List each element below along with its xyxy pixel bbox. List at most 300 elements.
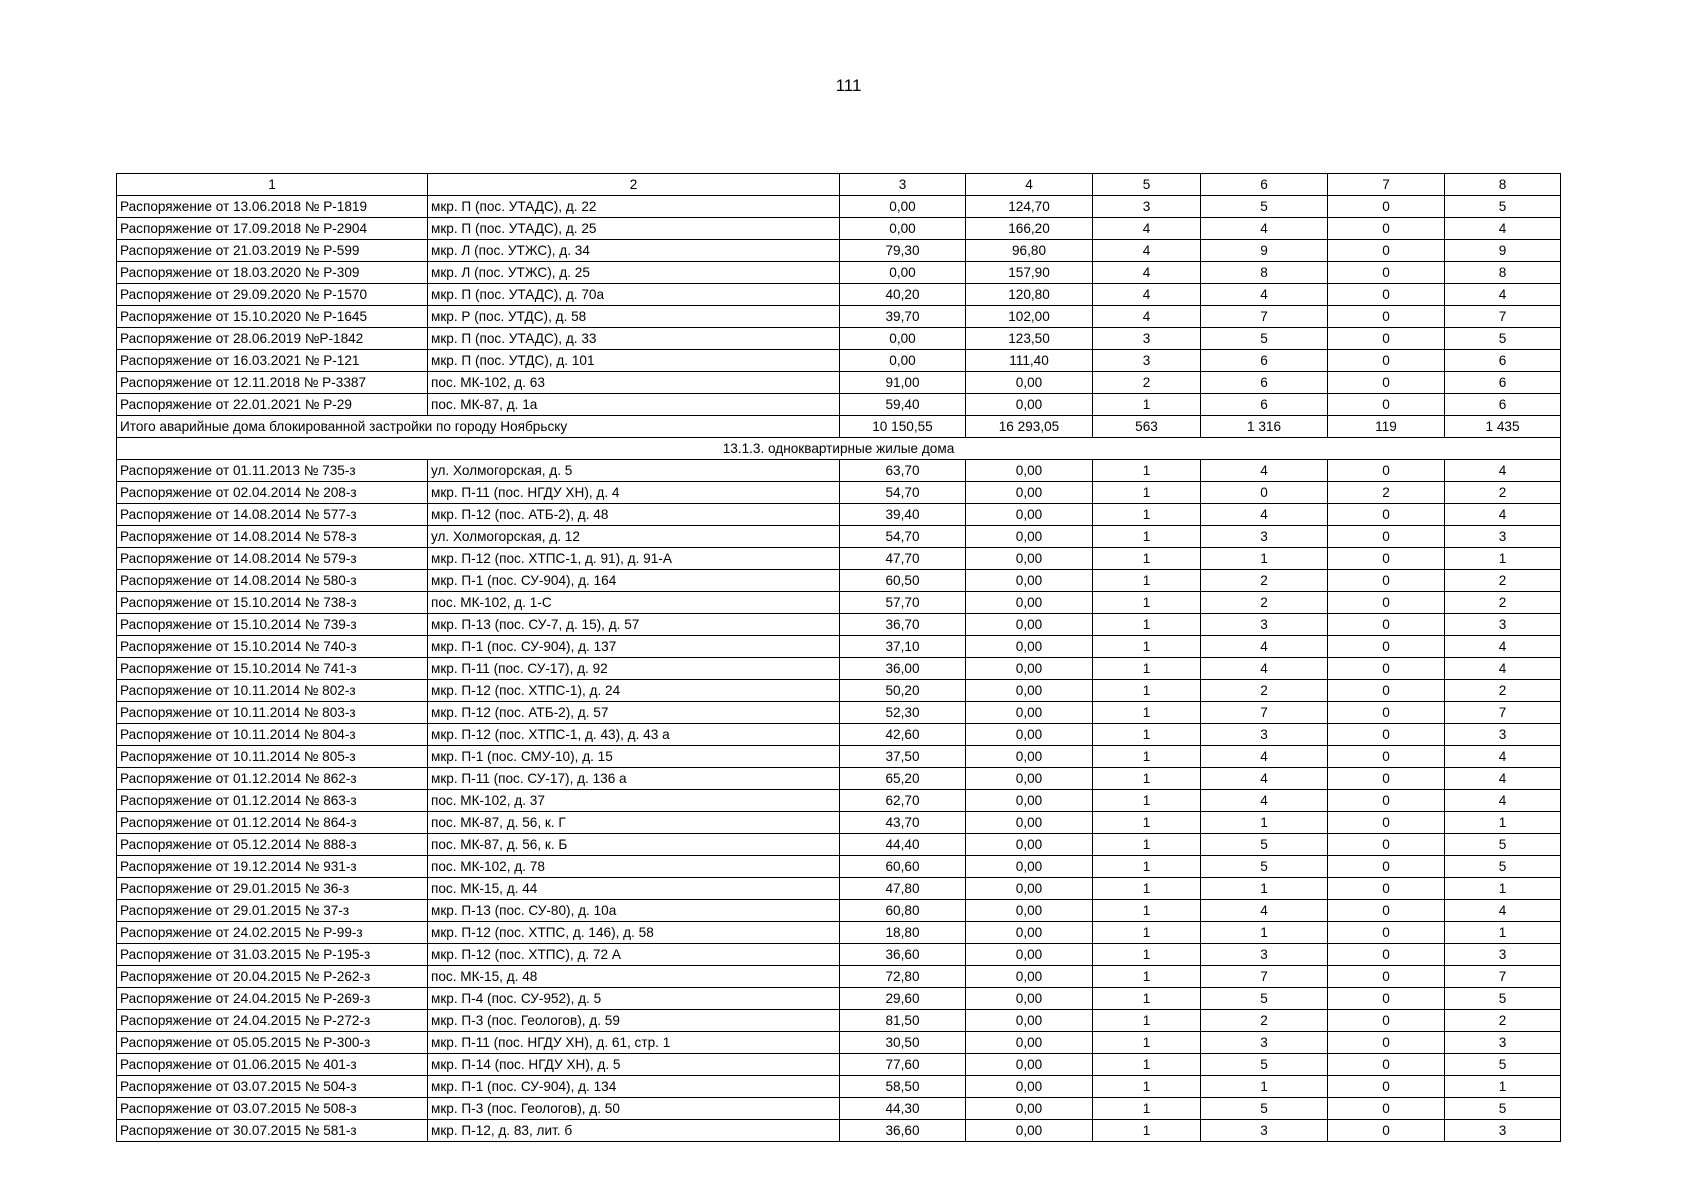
count-cell: 4 [1201,504,1328,526]
table-row [117,900,1561,922]
table-row [117,658,1561,680]
count-cell: 7 [1445,306,1561,328]
count-cell: 1 [1445,548,1561,570]
address-cell: пос. МК-102, д. 63 [428,372,840,394]
table-row [117,504,1561,526]
area-cell: 0,00 [966,856,1093,878]
address-cell: пос. МК-102, д. 78 [428,856,840,878]
area-cell: 54,70 [840,482,966,504]
count-cell: 0 [1328,284,1445,306]
address-cell: мкр. П (пос. УТАДС), д. 33 [428,328,840,350]
address-cell: мкр. П-11 (пос. СУ-17), д. 136 а [428,768,840,790]
area-cell: 0,00 [966,636,1093,658]
total-value-cell: 16 293,05 [966,416,1093,438]
order-cell: Распоряжение от 17.09.2018 № Р-2904 [117,218,428,240]
address-cell: ул. Холмогорская, д. 12 [428,526,840,548]
area-cell: 36,00 [840,658,966,680]
count-cell: 8 [1201,262,1328,284]
count-cell: 0 [1328,878,1445,900]
count-cell: 0 [1201,482,1328,504]
total-value-cell: 1 316 [1201,416,1328,438]
count-cell: 0 [1328,746,1445,768]
count-cell: 4 [1445,658,1561,680]
table-row [117,592,1561,614]
area-cell: 166,20 [966,218,1093,240]
area-cell: 54,70 [840,526,966,548]
table-row [117,196,1561,218]
area-cell: 0,00 [966,922,1093,944]
count-cell: 1 [1093,900,1201,922]
count-cell: 0 [1328,218,1445,240]
table-row [117,636,1561,658]
address-cell: мкр. П (пос. УТДС), д. 101 [428,350,840,372]
count-cell: 2 [1445,1010,1561,1032]
address-cell: мкр. П-11 (пос. НГДУ ХН), д. 4 [428,482,840,504]
count-cell: 2 [1445,592,1561,614]
order-cell: Распоряжение от 03.07.2015 № 504-з [117,1076,428,1098]
table-row [117,768,1561,790]
count-cell: 1 [1093,504,1201,526]
count-cell: 2 [1201,592,1328,614]
area-cell: 0,00 [966,1076,1093,1098]
count-cell: 3 [1445,526,1561,548]
count-cell: 3 [1201,1032,1328,1054]
table-row [117,724,1561,746]
total-value-cell: 563 [1093,416,1201,438]
count-cell: 6 [1445,394,1561,416]
order-cell: Распоряжение от 01.12.2014 № 862-з [117,768,428,790]
area-cell: 0,00 [966,1098,1093,1120]
count-cell: 4 [1445,218,1561,240]
address-cell: пос. МК-87, д. 1а [428,394,840,416]
area-cell: 36,60 [840,1120,966,1142]
count-cell: 4 [1093,284,1201,306]
count-cell: 1 [1093,1010,1201,1032]
count-cell: 3 [1093,196,1201,218]
count-cell: 4 [1445,746,1561,768]
count-cell: 0 [1328,614,1445,636]
count-cell: 1 [1093,526,1201,548]
count-cell: 2 [1201,680,1328,702]
area-cell: 52,30 [840,702,966,724]
count-cell: 1 [1445,812,1561,834]
count-cell: 4 [1445,768,1561,790]
order-cell: Распоряжение от 20.04.2015 № Р-262-з [117,966,428,988]
address-cell: мкр. П-13 (пос. СУ-7, д. 15), д. 57 [428,614,840,636]
address-cell: мкр. П-11 (пос. НГДУ ХН), д. 61, стр. 1 [428,1032,840,1054]
count-cell: 1 [1093,944,1201,966]
count-cell: 1 [1201,812,1328,834]
count-cell: 0 [1328,570,1445,592]
area-cell: 30,50 [840,1032,966,1054]
area-cell: 0,00 [966,460,1093,482]
address-cell: мкр. П-3 (пос. Геологов), д. 59 [428,1010,840,1032]
area-cell: 60,50 [840,570,966,592]
order-cell: Распоряжение от 30.07.2015 № 581-з [117,1120,428,1142]
count-cell: 0 [1328,834,1445,856]
total-value-cell: 1 435 [1445,416,1561,438]
table-row [117,372,1561,394]
count-cell: 1 [1093,658,1201,680]
count-cell: 5 [1201,988,1328,1010]
table-row [117,482,1561,504]
count-cell: 3 [1201,526,1328,548]
table-row [117,1076,1561,1098]
count-cell: 1 [1445,922,1561,944]
count-cell: 3 [1201,1120,1328,1142]
address-cell: мкр. Л (пос. УТЖС), д. 25 [428,262,840,284]
table-row [117,350,1561,372]
count-cell: 3 [1445,944,1561,966]
total-row [117,416,1561,438]
address-cell: пос. МК-102, д. 37 [428,790,840,812]
address-cell: мкр. П (пос. УТАДС), д. 22 [428,196,840,218]
count-cell: 7 [1445,702,1561,724]
address-cell: мкр. П (пос. УТАДС), д. 25 [428,218,840,240]
table-row [117,856,1561,878]
area-cell: 79,30 [840,240,966,262]
order-cell: Распоряжение от 21.03.2019 № Р-599 [117,240,428,262]
count-cell: 4 [1093,306,1201,328]
table-body [117,174,1561,1142]
area-cell: 36,60 [840,944,966,966]
area-cell: 0,00 [966,372,1093,394]
order-cell: Распоряжение от 01.12.2014 № 863-з [117,790,428,812]
count-cell: 0 [1328,702,1445,724]
area-cell: 123,50 [966,328,1093,350]
count-cell: 0 [1328,944,1445,966]
count-cell: 0 [1328,790,1445,812]
count-cell: 5 [1201,328,1328,350]
count-cell: 0 [1328,1076,1445,1098]
column-number-cell: 6 [1201,174,1328,196]
order-cell: Распоряжение от 15.10.2014 № 738-з [117,592,428,614]
count-cell: 1 [1093,1076,1201,1098]
address-cell: мкр. П-1 (пос. СМУ-10), д. 15 [428,746,840,768]
address-cell: мкр. П-12 (пос. ХТПС-1), д. 24 [428,680,840,702]
count-cell: 0 [1328,196,1445,218]
area-cell: 18,80 [840,922,966,944]
area-cell: 42,60 [840,724,966,746]
order-cell: Распоряжение от 24.02.2015 № Р-99-з [117,922,428,944]
order-cell: Распоряжение от 01.06.2015 № 401-з [117,1054,428,1076]
count-cell: 4 [1093,218,1201,240]
count-cell: 0 [1328,504,1445,526]
area-cell: 0,00 [840,196,966,218]
page-number: 111 [835,76,862,95]
count-cell: 0 [1328,988,1445,1010]
table-row [117,702,1561,724]
table-row [117,570,1561,592]
count-cell: 0 [1328,526,1445,548]
area-cell: 0,00 [966,768,1093,790]
order-cell: Распоряжение от 14.08.2014 № 577-з [117,504,428,526]
table-row [117,1120,1561,1142]
address-cell: мкр. П-12 (пос. АТБ-2), д. 57 [428,702,840,724]
count-cell: 2 [1328,482,1445,504]
area-cell: 29,60 [840,988,966,1010]
count-cell: 0 [1328,240,1445,262]
area-cell: 102,00 [966,306,1093,328]
count-cell: 9 [1445,240,1561,262]
table-row [117,240,1561,262]
count-cell: 1 [1093,768,1201,790]
count-cell: 1 [1093,922,1201,944]
area-cell: 0,00 [840,350,966,372]
order-cell: Распоряжение от 29.09.2020 № Р-1570 [117,284,428,306]
count-cell: 4 [1201,768,1328,790]
column-number-cell: 5 [1093,174,1201,196]
order-cell: Распоряжение от 15.10.2020 № Р-1645 [117,306,428,328]
order-cell: Распоряжение от 24.04.2015 № Р-272-з [117,1010,428,1032]
count-cell: 4 [1445,636,1561,658]
area-cell: 0,00 [966,966,1093,988]
count-cell: 1 [1093,1098,1201,1120]
address-cell: мкр. П (пос. УТАДС), д. 70а [428,284,840,306]
order-cell: Распоряжение от 31.03.2015 № Р-195-з [117,944,428,966]
area-cell: 39,70 [840,306,966,328]
count-cell: 2 [1093,372,1201,394]
order-cell: Распоряжение от 03.07.2015 № 508-з [117,1098,428,1120]
area-cell: 43,70 [840,812,966,834]
area-cell: 0,00 [966,482,1093,504]
area-cell: 0,00 [966,504,1093,526]
count-cell: 6 [1445,350,1561,372]
area-cell: 0,00 [966,680,1093,702]
order-cell: Распоряжение от 10.11.2014 № 802-з [117,680,428,702]
area-cell: 120,80 [966,284,1093,306]
area-cell: 0,00 [966,702,1093,724]
count-cell: 6 [1445,372,1561,394]
address-cell: мкр. П-12 (пос. ХТПС-1, д. 43), д. 43 а [428,724,840,746]
order-cell: Распоряжение от 16.03.2021 № Р-121 [117,350,428,372]
count-cell: 0 [1328,394,1445,416]
column-number-cell: 3 [840,174,966,196]
count-cell: 5 [1445,988,1561,1010]
order-cell: Распоряжение от 29.01.2015 № 36-з [117,878,428,900]
order-cell: Распоряжение от 15.10.2014 № 740-з [117,636,428,658]
area-cell: 57,70 [840,592,966,614]
order-cell: Распоряжение от 18.03.2020 № Р-309 [117,262,428,284]
area-cell: 65,20 [840,768,966,790]
address-cell: пос. МК-87, д. 56, к. Г [428,812,840,834]
area-cell: 37,50 [840,746,966,768]
area-cell: 72,80 [840,966,966,988]
area-cell: 36,70 [840,614,966,636]
order-cell: Распоряжение от 05.12.2014 № 888-з [117,834,428,856]
order-cell: Распоряжение от 13.06.2018 № Р-1819 [117,196,428,218]
count-cell: 1 [1093,570,1201,592]
order-cell: Распоряжение от 15.10.2014 № 741-з [117,658,428,680]
area-cell: 96,80 [966,240,1093,262]
count-cell: 1 [1093,724,1201,746]
table-row [117,988,1561,1010]
count-cell: 3 [1445,724,1561,746]
column-number-cell: 8 [1445,174,1561,196]
count-cell: 1 [1093,482,1201,504]
area-cell: 63,70 [840,460,966,482]
count-cell: 4 [1201,790,1328,812]
area-cell: 0,00 [840,262,966,284]
table-row [117,746,1561,768]
order-cell: Распоряжение от 15.10.2014 № 739-з [117,614,428,636]
order-cell: Распоряжение от 14.08.2014 № 580-з [117,570,428,592]
count-cell: 5 [1445,1054,1561,1076]
count-cell: 4 [1201,218,1328,240]
count-cell: 0 [1328,658,1445,680]
count-cell: 1 [1093,460,1201,482]
order-cell: Распоряжение от 05.05.2015 № Р-300-з [117,1032,428,1054]
table-row [117,218,1561,240]
address-cell: ул. Холмогорская, д. 5 [428,460,840,482]
count-cell: 3 [1445,614,1561,636]
table-row [117,394,1561,416]
address-cell: пос. МК-15, д. 48 [428,966,840,988]
address-cell: мкр. Л (пос. УТЖС), д. 34 [428,240,840,262]
count-cell: 4 [1201,284,1328,306]
order-cell: Распоряжение от 14.08.2014 № 579-з [117,548,428,570]
order-cell: Распоряжение от 01.11.2013 № 735-з [117,460,428,482]
count-cell: 1 [1093,856,1201,878]
count-cell: 4 [1201,900,1328,922]
area-cell: 111,40 [966,350,1093,372]
area-cell: 81,50 [840,1010,966,1032]
count-cell: 1 [1093,790,1201,812]
count-cell: 0 [1328,724,1445,746]
count-cell: 5 [1201,1098,1328,1120]
area-cell: 124,70 [966,196,1093,218]
count-cell: 4 [1445,790,1561,812]
area-cell: 62,70 [840,790,966,812]
count-cell: 0 [1328,328,1445,350]
count-cell: 0 [1328,922,1445,944]
section-title: 13.1.3. одноквартирные жилые дома [117,438,1561,460]
area-cell: 0,00 [966,658,1093,680]
address-cell: мкр. П-12 (пос. ХТПС, д. 146), д. 58 [428,922,840,944]
count-cell: 7 [1201,966,1328,988]
area-cell: 47,80 [840,878,966,900]
table-row [117,812,1561,834]
table-row [117,1010,1561,1032]
area-cell: 0,00 [966,592,1093,614]
order-cell: Распоряжение от 10.11.2014 № 804-з [117,724,428,746]
count-cell: 5 [1445,328,1561,350]
count-cell: 1 [1093,988,1201,1010]
count-cell: 8 [1445,262,1561,284]
table-row [117,460,1561,482]
address-cell: мкр. П-4 (пос. СУ-952), д. 5 [428,988,840,1010]
count-cell: 2 [1445,482,1561,504]
address-cell: мкр. П-1 (пос. СУ-904), д. 134 [428,1076,840,1098]
count-cell: 1 [1445,1076,1561,1098]
count-cell: 0 [1328,812,1445,834]
order-cell: Распоряжение от 14.08.2014 № 578-з [117,526,428,548]
area-cell: 0,00 [966,746,1093,768]
count-cell: 5 [1201,856,1328,878]
count-cell: 5 [1445,856,1561,878]
table-row [117,1054,1561,1076]
count-cell: 1 [1093,614,1201,636]
area-cell: 0,00 [966,1120,1093,1142]
count-cell: 1 [1093,1032,1201,1054]
count-cell: 5 [1445,1098,1561,1120]
count-cell: 1 [1093,1120,1201,1142]
order-cell: Распоряжение от 10.11.2014 № 805-з [117,746,428,768]
table-row [117,966,1561,988]
area-cell: 0,00 [966,944,1093,966]
count-cell: 1 [1093,592,1201,614]
table-row [117,306,1561,328]
housing-register-table [116,173,1561,1142]
table-row [117,548,1561,570]
count-cell: 3 [1201,614,1328,636]
count-cell: 4 [1093,262,1201,284]
count-cell: 1 [1093,746,1201,768]
address-cell: мкр. П-3 (пос. Геологов), д. 50 [428,1098,840,1120]
address-cell: мкр. П-12 (пос. ХТПС), д. 72 А [428,944,840,966]
count-cell: 6 [1201,394,1328,416]
count-cell: 3 [1445,1032,1561,1054]
count-cell: 1 [1093,680,1201,702]
count-cell: 2 [1445,570,1561,592]
count-cell: 1 [1093,966,1201,988]
area-cell: 0,00 [966,614,1093,636]
table-row [117,680,1561,702]
count-cell: 2 [1445,680,1561,702]
total-value-cell: 10 150,55 [840,416,966,438]
count-cell: 4 [1201,636,1328,658]
table-row [117,922,1561,944]
count-cell: 0 [1328,1032,1445,1054]
area-cell: 0,00 [966,724,1093,746]
area-cell: 60,60 [840,856,966,878]
address-cell: мкр. П-11 (пос. СУ-17), д. 92 [428,658,840,680]
table-row [117,328,1561,350]
area-cell: 0,00 [840,218,966,240]
order-cell: Распоряжение от 10.11.2014 № 803-з [117,702,428,724]
count-cell: 0 [1328,1120,1445,1142]
count-cell: 1 [1201,922,1328,944]
address-cell: мкр. П-13 (пос. СУ-80), д. 10а [428,900,840,922]
address-cell: пос. МК-15, д. 44 [428,878,840,900]
area-cell: 59,40 [840,394,966,416]
order-cell: Распоряжение от 02.04.2014 № 208-з [117,482,428,504]
count-cell: 0 [1328,1054,1445,1076]
total-label: Итого аварийные дома блокированной застройки по городу Ноябрьску [117,416,840,438]
address-cell: мкр. П-14 (пос. НГДУ ХН), д. 5 [428,1054,840,1076]
area-cell: 0,00 [840,328,966,350]
count-cell: 1 [1093,878,1201,900]
count-cell: 4 [1201,460,1328,482]
total-value-cell: 119 [1328,416,1445,438]
count-cell: 1 [1093,394,1201,416]
area-cell: 77,60 [840,1054,966,1076]
table-row [117,834,1561,856]
count-cell: 4 [1201,658,1328,680]
area-cell: 0,00 [966,394,1093,416]
count-cell: 0 [1328,900,1445,922]
area-cell: 0,00 [966,988,1093,1010]
table-row [117,526,1561,548]
area-cell: 0,00 [966,790,1093,812]
count-cell: 0 [1328,680,1445,702]
area-cell: 37,10 [840,636,966,658]
count-cell: 3 [1093,350,1201,372]
order-cell: Распоряжение от 24.04.2015 № Р-269-з [117,988,428,1010]
count-cell: 0 [1328,768,1445,790]
order-cell: Распоряжение от 22.01.2021 № Р-29 [117,394,428,416]
table-row [117,878,1561,900]
